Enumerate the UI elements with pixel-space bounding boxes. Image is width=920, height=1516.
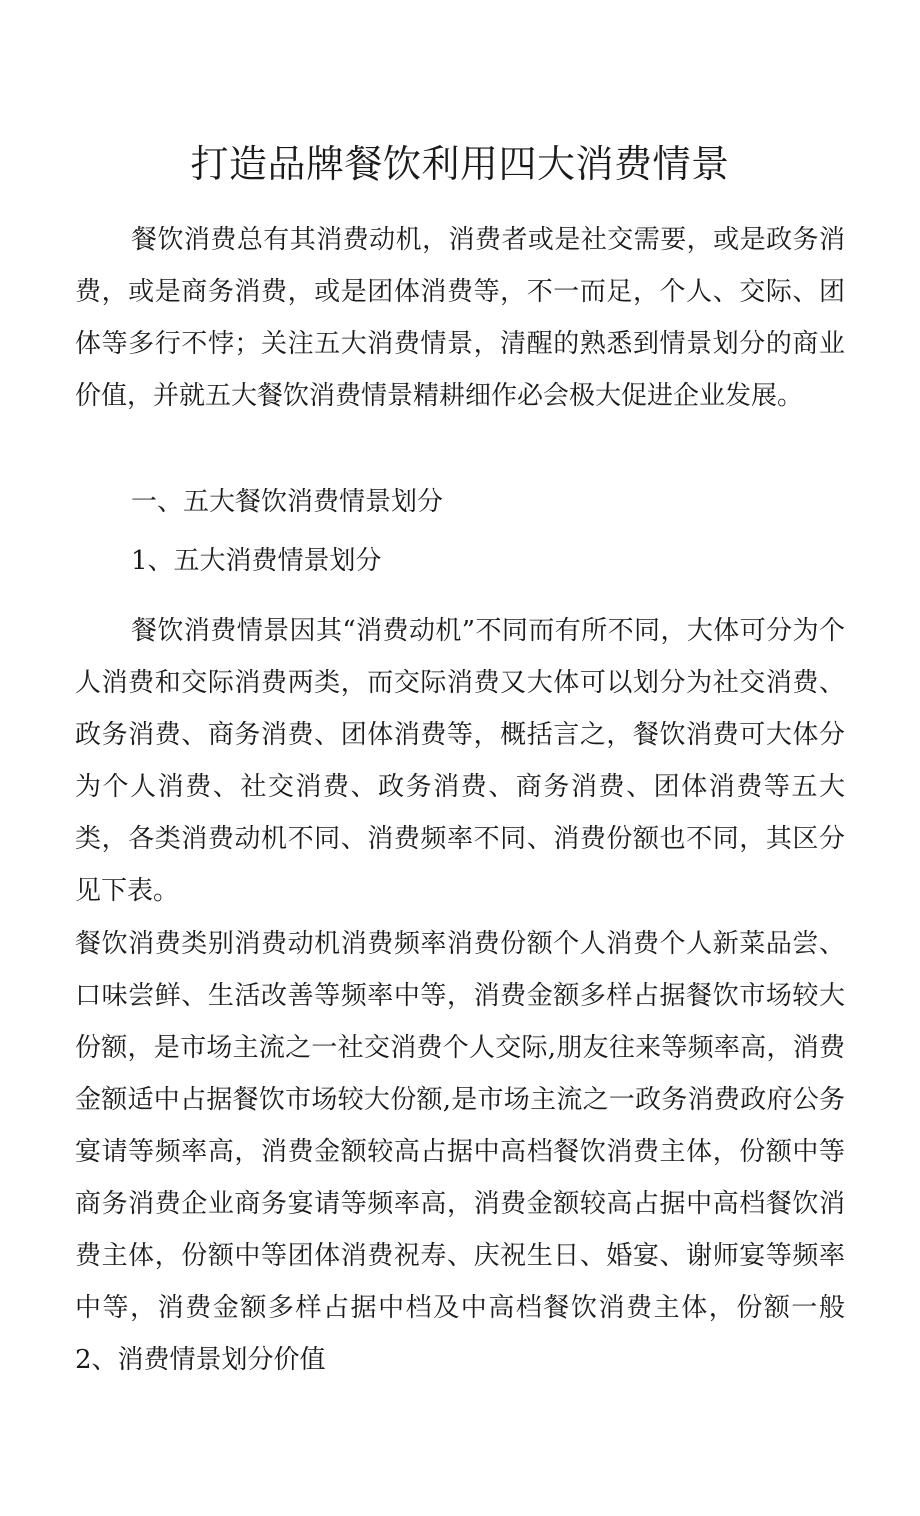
- subsection-heading: 1、五大消费情景划分: [131, 546, 382, 576]
- document-title: 打造品牌餐饮利用四大消费情景: [190, 142, 730, 186]
- section-heading: 一、五大餐饮消费情景划分: [131, 487, 444, 517]
- table-text-paragraph: 餐饮消费类别消费动机消费频率消费份额个人消费个人新菜品尝、口味尝鲜、生活改善等频率中等，消费金额多样占据餐饮市场较大份额，是市场主流之一社交消费个人交际,朋友往来等频率高，消费金额适中占据餐饮市场较大份额,是市场主流之一政务消费政府公务宴请等频率高，消费金额较高占据中高档餐饮消费主体，份额中等商务消费企业商务宴请等频率高，消费金额较高占据中高档餐饮消费主体，份额中等团体消费祝寿、庆祝生日、婚宴、谢师宴等频率中等，消费金额多样占据中档及中高档餐饮消费主体，份额一般2、消费情景划分价值: [75, 929, 845, 1375]
- scenes-paragraph: 餐饮消费情景因其“消费动机”不同而有所不同，大体可分为个人消费和交际消费两类，而交际消费又大体可以划分为社交消费、政务消费、商务消费、团体消费等，概括言之，餐饮消费可大体分为个人消费、社交消费、政务消费、商务消费、团体消费等五大类，各类消费动机不同、消费频率不同、消费份额也不同，其区分见下表。: [75, 616, 845, 906]
- intro-paragraph: 餐饮消费总有其消费动机，消费者或是社交需要，或是政务消费，或是商务消费，或是团体消费等，不一而足，个人、交际、团体等多行不悖；关注五大消费情景，清醒的熟悉到情景划分的商业价值，并就五大餐饮消费情景精耕细作必会极大促进企业发展。: [75, 225, 845, 411]
